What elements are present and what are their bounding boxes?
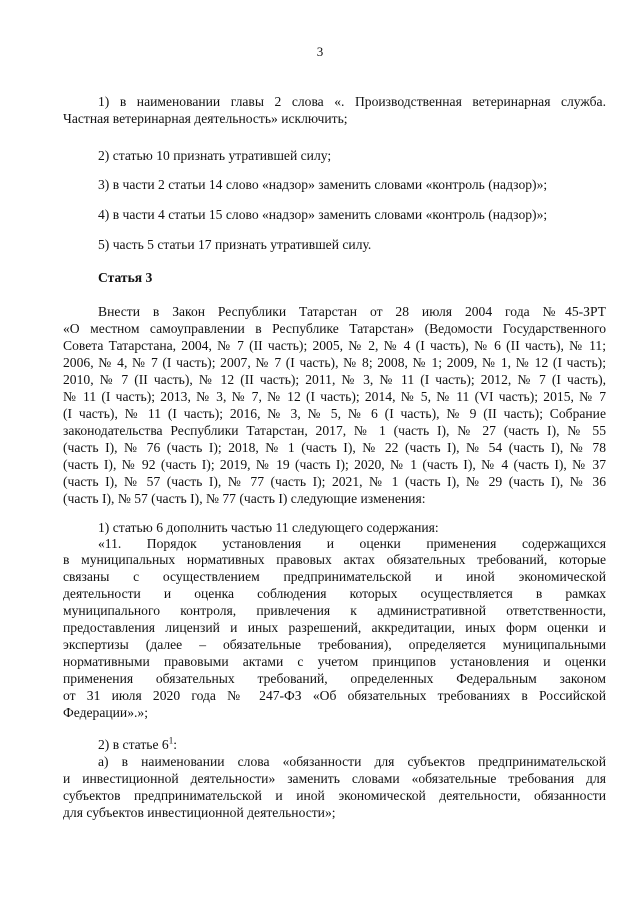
item-1-heading: 1) статью 6 дополнить частью 11 следующего содержания: — [98, 520, 439, 535]
page-number: 3 — [316, 44, 324, 59]
list-item-1-line-1: 1) в наименовании главы 2 слова «. Производственная ветеринарная служба. — [98, 94, 606, 109]
article-line: 2006, № 4, № 7 (I часть); 2007, № 7 (I часть), № 8; 2008, № 1; 2009, № 1, № 12 (I часть); — [63, 355, 606, 370]
quote-line: деятельности и оценка соблюдения которых осуществляется в рамках — [63, 586, 606, 601]
sub-a-line: для субъектов инвестиционной деятельности»; — [63, 805, 336, 820]
article-line: законодательства Республики Татарстан, 2017, № 1 (часть I), № 27 (часть I), № 55 — [63, 423, 606, 438]
quote-line: муниципального контроля, привлечения к административной ответственности, — [63, 603, 606, 618]
quote-line: предоставления лицензий и иных разрешений, аккредитации, иных форм оценки и — [63, 620, 606, 635]
quote-line: Федерации».»; — [63, 705, 148, 720]
article-line: 2010, № 7 (II часть), № 12 (II часть); 2011, № 3, № 11 (I часть); 2012, № 7 (I часть), — [63, 372, 606, 387]
list-item-4: 4) в части 4 статьи 15 слово «надзор» заменить словами «контроль (надзор)»; — [98, 207, 548, 222]
article-line: (часть I), № 57 (часть I), № 77 (часть I); 2021, № 1 (часть I), № 29 (часть I), № 36 — [63, 474, 606, 489]
article-line: (часть I), № 57 (часть I), № 77 (часть I) следующие изменения: — [63, 491, 426, 506]
sub-a-line: субъектов предпринимательской и иной экономической деятельности, обязанности — [63, 788, 606, 803]
article-line: (I часть), № 11 (I часть); 2016, № 3, № 5, № 6 (I часть), № 9 (II часть); Собрание — [63, 406, 606, 421]
article-line: Внести в Закон Республики Татарстан от 28 июля 2004 года №45-ЗРТ — [98, 304, 606, 319]
quote-line: экспертизы (далее – обязательные требования), определяется муниципальными — [63, 637, 606, 652]
quote-line: в муниципальных нормативных правовых актах обязательных требований, которые — [63, 552, 606, 567]
list-item-5: 5) часть 5 статьи 17 признать утратившей силу. — [98, 237, 372, 252]
article-line: № 11 (I часть); 2013, № 3, № 7, № 12 (I часть); 2014, № 5, № 11 (VI часть); 2015, № 7 — [63, 389, 606, 404]
sub-a-line: а) в наименовании слова «обязанности для субъектов предпринимательской — [98, 754, 606, 769]
item-2-superscript: 1 — [168, 735, 174, 746]
article-line: (часть I), № 76 (часть I); 2018, № 1 (часть I), № 22 (часть I), № 54 (часть I), № 78 — [63, 440, 606, 455]
article-heading: Статья 3 — [98, 270, 153, 285]
sub-a-line: и инвестиционной деятельности» заменить словами «обязательные требования для — [63, 771, 606, 786]
quote-line: связаны с осуществлением предпринимательской и иной экономической — [63, 569, 606, 584]
item-2-heading — [98, 737, 177, 753]
list-item-3: 3) в части 2 статьи 14 слово «надзор» заменить словами «контроль (надзор)»; — [98, 177, 548, 192]
item-2-colon: : — [173, 737, 178, 752]
item-2-heading-text: 2) в статье 6 — [98, 737, 169, 752]
quote-line: применения обязательных требований, определенных Федеральным законом — [63, 671, 606, 686]
quote-line: от 31 июля 2020 года № 247-ФЗ «Об обязательных требованиях в Российской — [63, 688, 606, 703]
article-line: (часть I), № 92 (часть I); 2019, № 19 (часть I); 2020, № 1 (часть I), № 4 (часть I), № 37 — [63, 457, 606, 472]
article-line: Совета Татарстана, 2004, № 7 (II часть); 2005, № 2, № 4 (I часть), № 6 (II часть), № 11; — [63, 338, 606, 353]
quote-line: нормативными правовыми актами с учетом принципов установления и оценки — [63, 654, 606, 669]
quote-line: «11. Порядок установления и оценки применения содержащихся — [98, 536, 606, 551]
article-line: «О местном самоуправлении в Республике Татарстан» (Ведомости Государственного — [63, 321, 606, 336]
list-item-1-line-2: Частная ветеринарная деятельность» исключить; — [63, 111, 348, 126]
list-item-2: 2) статью 10 признать утратившей силу; — [98, 148, 332, 163]
